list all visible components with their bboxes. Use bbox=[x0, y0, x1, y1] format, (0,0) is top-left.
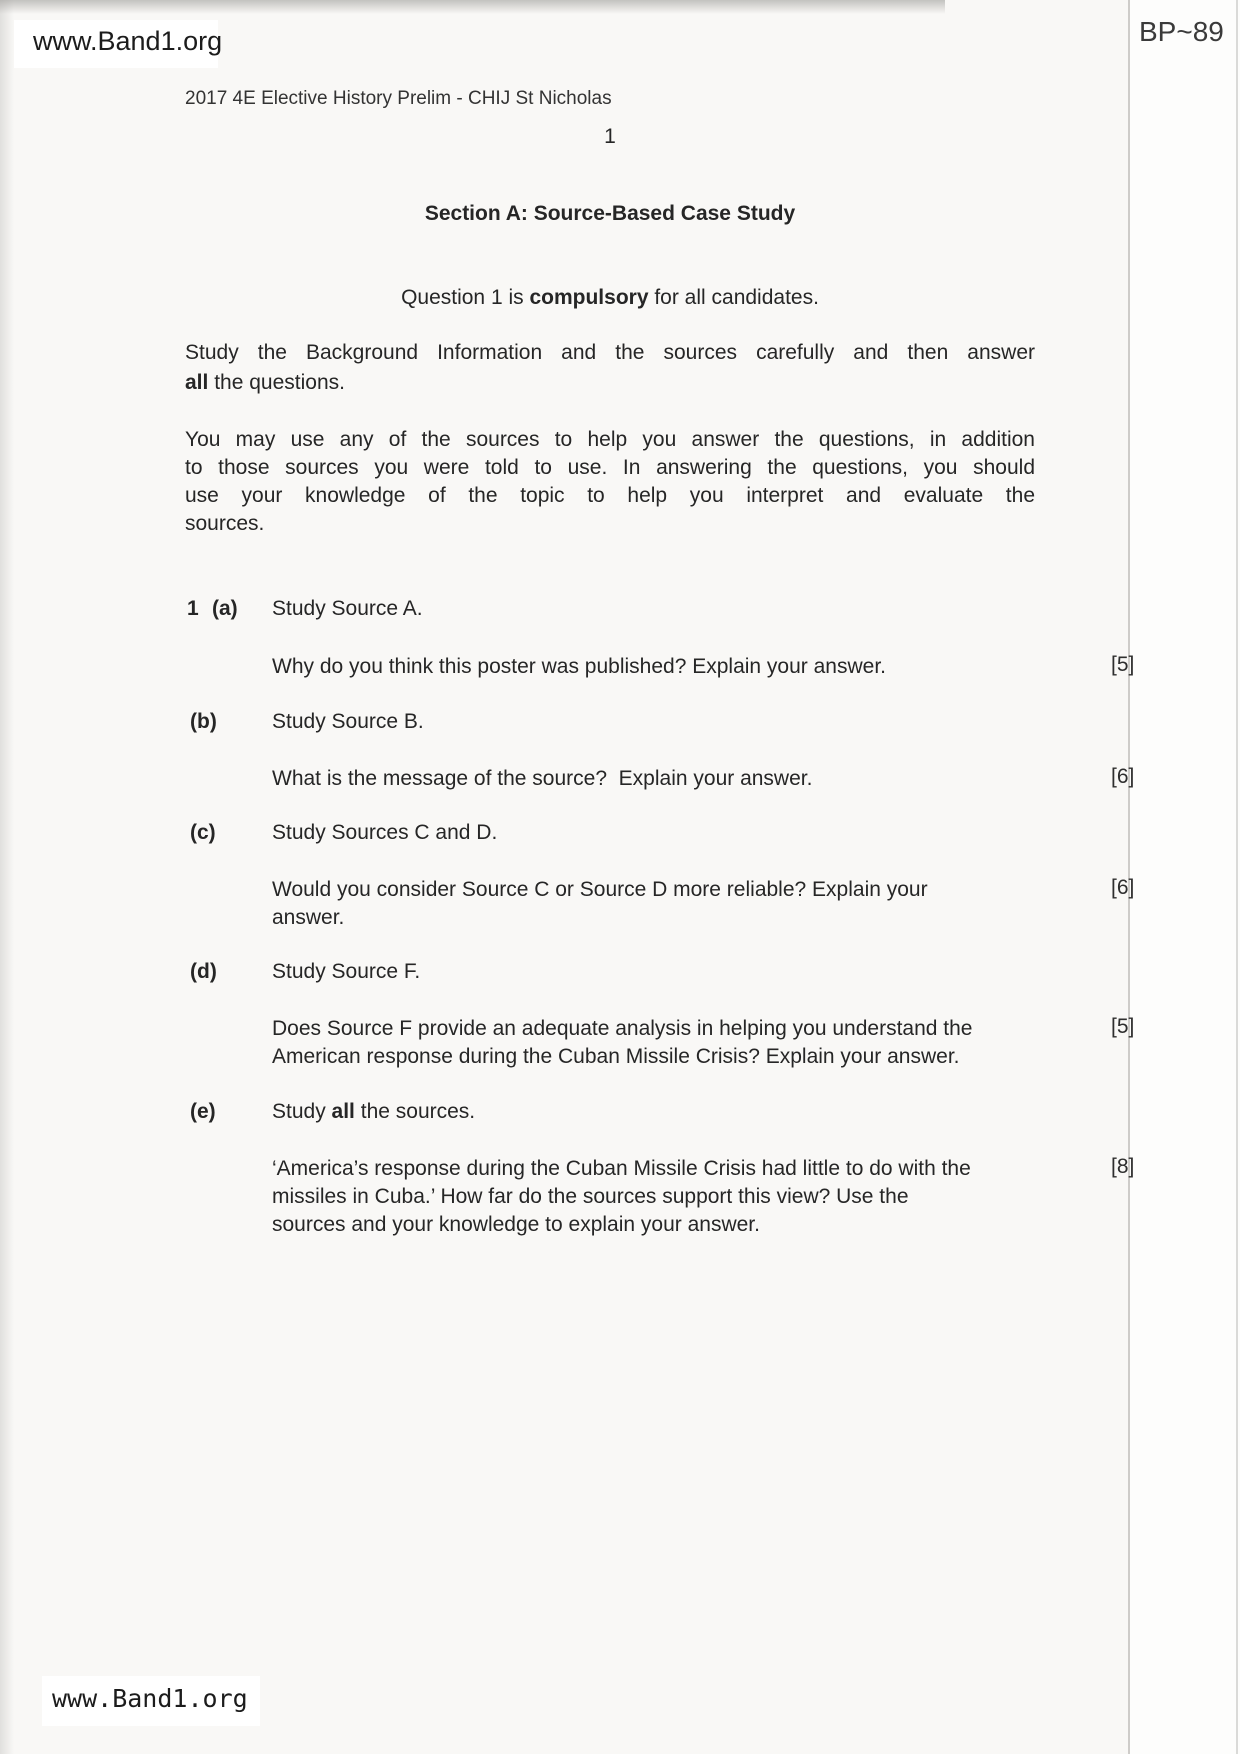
question-1-number: 1 bbox=[187, 597, 199, 620]
q1b-line1: What is the message of the source? Explain your answer. bbox=[272, 767, 813, 790]
question-1b-stem bbox=[272, 710, 424, 734]
page-number: 1 bbox=[604, 125, 616, 148]
watermark-top: www.Band1.org bbox=[33, 26, 223, 56]
instructions1-line2 bbox=[185, 368, 1035, 398]
question-1b-label: (b) bbox=[190, 710, 217, 733]
instructions1-bold: all bbox=[185, 371, 209, 394]
q1d-stem-pre: Study Source F. bbox=[272, 960, 421, 983]
q1a-line1: Why do you think this poster was published? Explain your answer. bbox=[272, 655, 886, 678]
bp-code-badge: BP~89 bbox=[1139, 16, 1224, 47]
instructions1-rest: the questions. bbox=[208, 371, 345, 394]
question-1b-text bbox=[272, 765, 1044, 793]
compulsory-notice bbox=[185, 286, 1035, 310]
question-1d-stem bbox=[272, 960, 420, 984]
q1e-stem-post: the sources. bbox=[354, 1100, 476, 1123]
question-1c-label: (c) bbox=[190, 821, 216, 844]
question-1c-marks: [6] bbox=[1111, 876, 1135, 899]
q1e-line2: missiles in Cuba.’ How far do the sources support this view? Use the bbox=[272, 1185, 909, 1208]
question-1a-marks: [5] bbox=[1111, 653, 1135, 676]
instructions2-line3: use your knowledge of the topic to help you interpret and evaluate the bbox=[185, 484, 1035, 507]
instructions1-line1: Study the Background Information and the sources carefully and then answer bbox=[185, 341, 1035, 364]
q1d-line2: American response during the Cuban Missile Crisis? Explain your answer. bbox=[272, 1045, 960, 1068]
scan-margin-strip bbox=[1130, 0, 1240, 1754]
question-1e-marks: [8] bbox=[1111, 1155, 1135, 1178]
notice-pre: Question 1 is bbox=[401, 286, 530, 309]
q1c-line1: Would you consider Source C or Source D more reliable? Explain your bbox=[272, 878, 928, 901]
q1b-stem-pre: Study Source B. bbox=[272, 710, 424, 733]
question-1a-stem bbox=[272, 597, 423, 621]
q1c-line2: answer. bbox=[272, 906, 345, 929]
q1e-stem-bold: all bbox=[331, 1100, 355, 1123]
question-1d-text bbox=[272, 1015, 1044, 1071]
notice-post: for all candidates. bbox=[648, 286, 819, 309]
question-1e-label: (e) bbox=[190, 1100, 216, 1123]
q1e-line3: sources and your knowledge to explain your answer. bbox=[272, 1213, 760, 1236]
question-1a-label: (a) bbox=[212, 597, 238, 620]
notice-bold: compulsory bbox=[529, 286, 649, 309]
q1e-stem-pre: Study bbox=[272, 1100, 332, 1123]
q1c-stem-pre: Study Sources C and D. bbox=[272, 821, 498, 844]
instructions2-line2: to those sources you were told to use. In answering the questions, you should bbox=[185, 456, 1035, 479]
question-1d-marks: [5] bbox=[1111, 1015, 1135, 1038]
scan-shadow-left bbox=[0, 0, 14, 1754]
question-1e-text bbox=[272, 1155, 1044, 1239]
instructions-paragraph-1 bbox=[185, 338, 1035, 398]
question-1a-text bbox=[272, 653, 1044, 681]
instructions2-line4: sources. bbox=[185, 512, 265, 535]
instructions2-line1: You may use any of the sources to help you answer the questions, in addition bbox=[185, 428, 1035, 451]
question-1c-text bbox=[272, 876, 1044, 932]
document-title: 2017 4E Elective History Prelim - CHIJ St Nicholas bbox=[185, 88, 612, 109]
section-title: Section A: Source-Based Case Study bbox=[424, 202, 796, 225]
watermark-bottom: www.Band1.org bbox=[52, 1684, 248, 1713]
question-1c-stem bbox=[272, 821, 497, 845]
q1d-line1: Does Source F provide an adequate analysis in helping you understand the bbox=[272, 1017, 973, 1040]
instructions-paragraph-2 bbox=[185, 426, 1035, 538]
page-edge-line bbox=[1236, 0, 1238, 1754]
scan-shadow-top bbox=[0, 0, 945, 14]
question-1d-label: (d) bbox=[190, 960, 217, 983]
q1a-stem-pre: Study Source A. bbox=[272, 597, 423, 620]
question-1e-stem bbox=[272, 1100, 475, 1124]
q1e-line1: ‘America’s response during the Cuban Missile Crisis had little to do with the bbox=[272, 1157, 971, 1180]
question-1b-marks: [6] bbox=[1111, 765, 1135, 788]
